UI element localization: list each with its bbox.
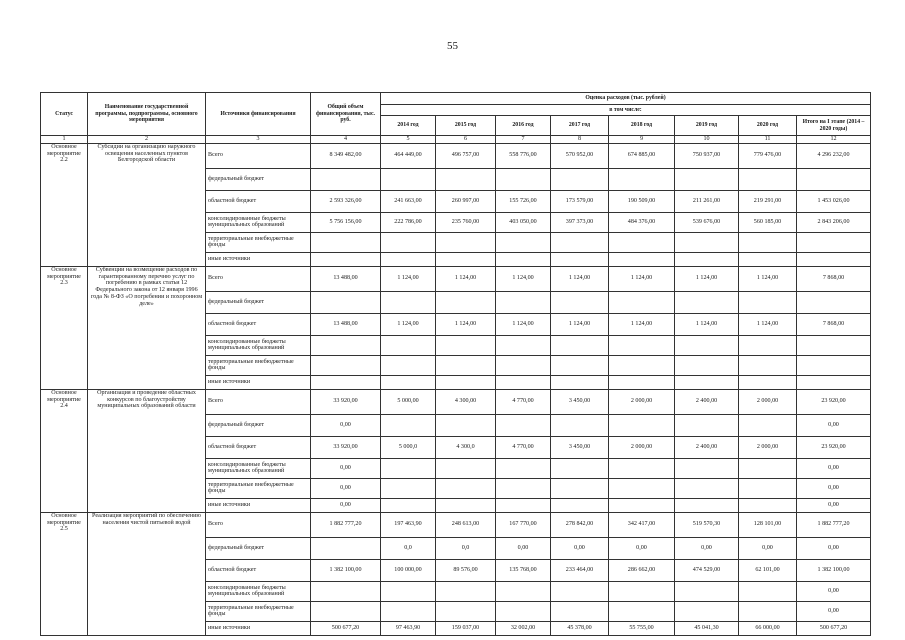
funding-source: территориальные внебюджетные фонды [206,355,311,375]
year-value [609,414,675,436]
year-value: 155 726,00 [496,190,551,212]
year-value [436,375,496,389]
year-value: 560 185,00 [739,212,797,232]
header-status: Статус [41,93,88,136]
year-value: 1 124,00 [496,266,551,291]
year-value [381,581,436,601]
year-value: 496 757,00 [436,143,496,168]
year-value [496,252,551,266]
year-value [436,478,496,498]
stage-total-value: 0,00 [797,498,871,512]
year-value [675,232,739,252]
stage-total-value: 23 920,00 [797,436,871,458]
year-value: 750 937,00 [675,143,739,168]
column-number: 11 [739,136,797,144]
header-name: Наименование государственной программы, подпрограммы, основного мероприятия [88,93,206,136]
year-value: 2 000,00 [739,389,797,414]
header-including: в том числе: [381,105,871,116]
year-value: 484 376,00 [609,212,675,232]
funding-source: территориальные внебюджетные фонды [206,601,311,621]
stage-total-value [797,232,871,252]
year-value: 286 662,00 [609,559,675,581]
year-value: 1 124,00 [609,313,675,335]
year-value [496,375,551,389]
year-value: 190 509,00 [609,190,675,212]
funding-source: федеральный бюджет [206,414,311,436]
stage-total-value: 1 882 777,20 [797,512,871,537]
stage-total-value: 7 868,00 [797,266,871,291]
year-value: 0,0 [381,537,436,559]
year-value: 5 000,00 [381,389,436,414]
year-value: 1 124,00 [496,313,551,335]
stage-total-value: 7 868,00 [797,313,871,335]
year-value: 519 570,30 [675,512,739,537]
year-value: 4 770,00 [496,436,551,458]
year-value: 45 378,00 [551,621,609,635]
year-value [436,414,496,436]
year-value [609,232,675,252]
year-value: 159 037,00 [436,621,496,635]
year-value [496,458,551,478]
year-value [739,291,797,313]
column-number: 3 [206,136,311,144]
table-body [41,143,871,635]
year-value [381,478,436,498]
stage-total-value: 0,00 [797,414,871,436]
table-row [41,512,871,537]
year-value [609,581,675,601]
funding-source: федеральный бюджет [206,537,311,559]
column-number: 2 [88,136,206,144]
year-value [675,414,739,436]
column-number: 6 [436,136,496,144]
column-number: 7 [496,136,551,144]
year-value: 219 291,00 [739,190,797,212]
year-value [551,291,609,313]
year-value [675,375,739,389]
year-value [436,291,496,313]
total-value [311,537,381,559]
year-value: 5 000,0 [381,436,436,458]
funding-source: консолидированные бюджеты муниципальных образований [206,458,311,478]
stage-total-value: 1 382 100,00 [797,559,871,581]
column-number: 4 [311,136,381,144]
header-stage-total: Итого на I этапе (2014 – 2020 годы) [797,116,871,136]
year-value [739,375,797,389]
year-value [609,375,675,389]
measure-status: Основное мероприятие 2.5 [41,512,88,635]
year-value [496,414,551,436]
stage-total-value: 0,00 [797,537,871,559]
column-number: 12 [797,136,871,144]
year-value [739,355,797,375]
total-value [311,601,381,621]
total-value: 1 382 100,00 [311,559,381,581]
total-value: 13 488,00 [311,266,381,291]
total-value: 33 920,00 [311,436,381,458]
table-header [41,93,871,144]
year-value: 1 124,00 [381,313,436,335]
year-value: 128 101,00 [739,512,797,537]
year-value: 233 464,00 [551,559,609,581]
year-value: 2 400,00 [675,436,739,458]
year-value [436,581,496,601]
year-value: 474 529,00 [675,559,739,581]
year-value: 342 417,00 [609,512,675,537]
stage-total-value: 0,00 [797,458,871,478]
year-value [675,168,739,190]
total-value [311,581,381,601]
year-value: 278 842,00 [551,512,609,537]
year-value [381,335,436,355]
year-value: 1 124,00 [436,266,496,291]
year-value [381,601,436,621]
year-value [551,168,609,190]
total-value [311,291,381,313]
year-value: 539 676,00 [675,212,739,232]
year-value [739,252,797,266]
column-number: 8 [551,136,609,144]
year-value: 1 124,00 [609,266,675,291]
year-value [496,498,551,512]
funding-source: консолидированные бюджеты муниципальных образований [206,335,311,355]
year-value [675,478,739,498]
year-value [436,232,496,252]
measure-status: Основное мероприятие 2.4 [41,389,88,512]
stage-total-value: 0,00 [797,601,871,621]
header-total: Общий объем финансирования, тыс. руб. [311,93,381,136]
header-year: 2014 год [381,116,436,136]
funding-source: областной бюджет [206,190,311,212]
year-value [739,458,797,478]
total-value: 500 677,20 [311,621,381,635]
year-value [675,291,739,313]
year-value: 674 885,00 [609,143,675,168]
year-value [609,252,675,266]
year-value [381,355,436,375]
year-value [436,498,496,512]
year-value [551,478,609,498]
year-value: 1 124,00 [551,313,609,335]
budget-table [40,92,871,636]
year-value [551,458,609,478]
year-value [381,168,436,190]
measure-name: Организация и проведение областных конкурсов по благоустройству муниципальных образований области [88,389,206,512]
stage-total-value [797,375,871,389]
year-value: 135 768,00 [496,559,551,581]
year-value [381,498,436,512]
year-value [609,335,675,355]
year-value [496,355,551,375]
page-number: 55 [447,40,458,52]
measure-name: Реализация мероприятий по обеспечению населения чистой питьевой водой [88,512,206,635]
year-value: 0,00 [675,537,739,559]
stage-total-value: 500 677,20 [797,621,871,635]
year-value [496,168,551,190]
measure-name: Субсидии на организацию наружного освещения населенных пунктов Белгородской области [88,143,206,266]
year-value [739,232,797,252]
year-value [739,601,797,621]
funding-source: федеральный бюджет [206,291,311,313]
header-year: 2016 год [496,116,551,136]
year-value [551,252,609,266]
year-value [675,335,739,355]
year-value: 55 755,00 [609,621,675,635]
year-value: 66 000,00 [739,621,797,635]
header-estimate: Оценка расходов (тыс. рублей) [381,93,871,105]
funding-source: иные источники [206,375,311,389]
year-value: 3 450,00 [551,436,609,458]
year-value [609,291,675,313]
year-value [739,498,797,512]
total-value [311,252,381,266]
year-value [609,168,675,190]
year-value: 3 450,00 [551,389,609,414]
funding-source: территориальные внебюджетные фонды [206,478,311,498]
year-value: 248 613,00 [436,512,496,537]
year-value [551,414,609,436]
year-value [381,291,436,313]
year-value: 2 000,00 [739,436,797,458]
funding-source: Всего [206,389,311,414]
funding-source: федеральный бюджет [206,168,311,190]
stage-total-value [797,291,871,313]
year-value [436,252,496,266]
year-value [675,355,739,375]
stage-total-value: 4 296 232,00 [797,143,871,168]
year-value: 173 579,00 [551,190,609,212]
total-value: 13 488,00 [311,313,381,335]
funding-source: Всего [206,143,311,168]
total-value: 5 756 156,00 [311,212,381,232]
year-value: 0,00 [496,537,551,559]
stage-total-value: 2 843 206,00 [797,212,871,232]
year-value [675,458,739,478]
year-value: 211 261,00 [675,190,739,212]
funding-source: иные источники [206,621,311,635]
year-value: 1 124,00 [675,266,739,291]
stage-total-value [797,168,871,190]
year-value [609,458,675,478]
header-sources: Источники финансирования [206,93,311,136]
total-value [311,355,381,375]
total-value: 2 593 326,00 [311,190,381,212]
year-value [436,335,496,355]
header-year: 2020 год [739,116,797,136]
header-year: 2015 год [436,116,496,136]
funding-source: консолидированные бюджеты муниципальных образований [206,212,311,232]
year-value [675,498,739,512]
year-value [496,581,551,601]
year-value [551,601,609,621]
year-value: 0,0 [436,537,496,559]
year-value [609,601,675,621]
year-value [381,375,436,389]
year-value [551,498,609,512]
total-value [311,168,381,190]
funding-source: территориальные внебюджетные фонды [206,232,311,252]
year-value [739,414,797,436]
funding-source: Всего [206,266,311,291]
stage-total-value: 0,00 [797,581,871,601]
year-value: 197 463,90 [381,512,436,537]
stage-total-value: 23 920,00 [797,389,871,414]
year-value: 1 124,00 [551,266,609,291]
year-value [551,335,609,355]
year-value [551,232,609,252]
year-value: 0,00 [739,537,797,559]
year-value [675,601,739,621]
stage-total-value [797,252,871,266]
year-value [609,498,675,512]
year-value [436,601,496,621]
year-value [739,335,797,355]
total-value [311,375,381,389]
year-value [609,478,675,498]
year-value [381,252,436,266]
year-value: 558 776,00 [496,143,551,168]
year-value: 779 476,00 [739,143,797,168]
total-value: 33 920,00 [311,389,381,414]
funding-source: областной бюджет [206,313,311,335]
year-value [381,458,436,478]
year-value: 1 124,00 [739,313,797,335]
year-value: 2 400,00 [675,389,739,414]
year-value [436,168,496,190]
year-value: 62 101,00 [739,559,797,581]
funding-source: консолидированные бюджеты муниципальных образований [206,581,311,601]
year-value: 464 449,00 [381,143,436,168]
stage-total-value [797,335,871,355]
funding-source: иные источники [206,252,311,266]
column-number: 9 [609,136,675,144]
total-value: 0,00 [311,498,381,512]
column-number-row [41,136,871,144]
total-value: 8 349 482,00 [311,143,381,168]
column-number: 5 [381,136,436,144]
year-value [739,478,797,498]
column-number: 10 [675,136,739,144]
year-value [436,458,496,478]
stage-total-value: 1 453 026,00 [797,190,871,212]
year-value: 570 952,00 [551,143,609,168]
year-value: 167 770,00 [496,512,551,537]
year-value [381,232,436,252]
year-value [496,232,551,252]
year-value: 32 002,00 [496,621,551,635]
total-value [311,335,381,355]
stage-total-value [797,355,871,375]
year-value: 1 124,00 [381,266,436,291]
header-year: 2017 год [551,116,609,136]
measure-status: Основное мероприятие 2.3 [41,266,88,389]
year-value: 1 124,00 [675,313,739,335]
year-value: 241 663,00 [381,190,436,212]
year-value [496,601,551,621]
year-value: 100 000,00 [381,559,436,581]
year-value: 1 124,00 [436,313,496,335]
table-row [41,266,871,291]
year-value: 0,00 [609,537,675,559]
year-value: 403 050,00 [496,212,551,232]
total-value: 0,00 [311,414,381,436]
year-value: 260 997,00 [436,190,496,212]
year-value [551,581,609,601]
measure-name: Субвенции на возмещение расходов по гарантированному перечню услуг по погребению в рамках статьи 12 Федерального закона от 12 января 1996 года № 8-ФЗ «О погребении и похоронном деле» [88,266,206,389]
year-value: 2 000,00 [609,389,675,414]
table-row [41,143,871,168]
year-value: 97 463,90 [381,621,436,635]
year-value: 222 786,00 [381,212,436,232]
year-value: 1 124,00 [739,266,797,291]
year-value: 4 770,00 [496,389,551,414]
year-value [496,291,551,313]
year-value [551,375,609,389]
year-value [609,355,675,375]
year-value: 2 000,00 [609,436,675,458]
header-year: 2019 год [675,116,739,136]
year-value: 45 041,30 [675,621,739,635]
year-value: 4 300,0 [436,436,496,458]
funding-source: областной бюджет [206,436,311,458]
funding-source: Всего [206,512,311,537]
year-value [675,252,739,266]
header-year: 2018 год [609,116,675,136]
funding-source: областной бюджет [206,559,311,581]
total-value: 0,00 [311,478,381,498]
year-value: 4 300,00 [436,389,496,414]
year-value: 0,00 [551,537,609,559]
total-value: 1 882 777,20 [311,512,381,537]
year-value: 89 576,00 [436,559,496,581]
year-value [739,581,797,601]
year-value [739,168,797,190]
year-value [496,478,551,498]
year-value [551,355,609,375]
year-value [496,335,551,355]
year-value: 235 760,00 [436,212,496,232]
column-number: 1 [41,136,88,144]
total-value: 0,00 [311,458,381,478]
funding-source: иные источники [206,498,311,512]
table-row [41,389,871,414]
year-value [381,414,436,436]
total-value [311,232,381,252]
year-value [436,355,496,375]
stage-total-value: 0,00 [797,478,871,498]
year-value [675,581,739,601]
year-value: 397 373,00 [551,212,609,232]
measure-status: Основное мероприятие 2.2 [41,143,88,266]
